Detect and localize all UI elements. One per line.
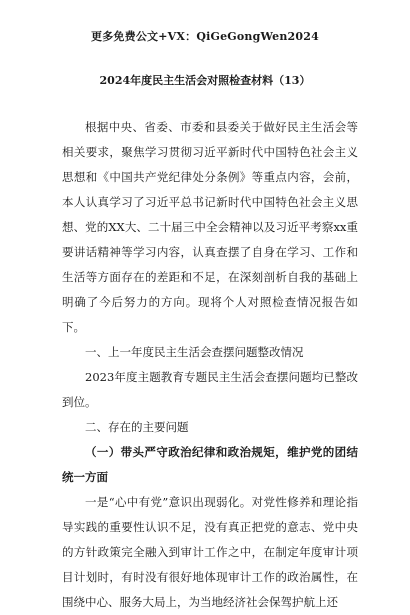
subsection-1-paragraph: 一是“心中有党”意识出现弱化。对党性修养和理论指导实践的重要性认识不足，没有真正把党的意志、党中央的方针政策完全融入到审计工作之中，在制定年度审计项目计划时，有时没有很好地体现审计工作的政治属性，在围绕中心、服务大局上，为当地经济社会保驾护航上还 <box>62 495 358 609</box>
section-1-paragraph: 2023年度主题教育专题民主生活会查摆问题均已整改到位。 <box>62 370 358 409</box>
section-heading-1: 一、上一年度民主生活会查摆问题整改情况 <box>85 345 304 359</box>
promo-header: 更多免费公文+VX：QiGeGongWen2024 <box>91 30 319 43</box>
document-title: 2024年度民主生活会对照检查材料（13） <box>99 74 311 87</box>
intro-paragraph: 根据中央、省委、市委和县委关于做好民主生活会等相关要求，聚焦学习贯彻习近平新时代中国特色社会主义思想和《中国共产党纪律处分条例》等重点内容，会前，本人认真学习了习近平总书记新时代中国特色社会主义思想、党的XX大、二十届三中全会精神以及习近平考察xx重要讲话精神等学习内容，认真查摆了自身在学习、工作和生活等方面存在的差距和不足，在深刻剖析自我的基础上明确了今后努力的方向。现将个人对照检查情况报告如下。 <box>62 120 358 334</box>
subsection-heading-1: （一）带头严守政治纪律和政治规矩，维护党的团结统一方面 <box>62 445 358 484</box>
document-body <box>62 115 358 615</box>
section-heading-2: 二、存在的主要问题 <box>85 420 189 434</box>
